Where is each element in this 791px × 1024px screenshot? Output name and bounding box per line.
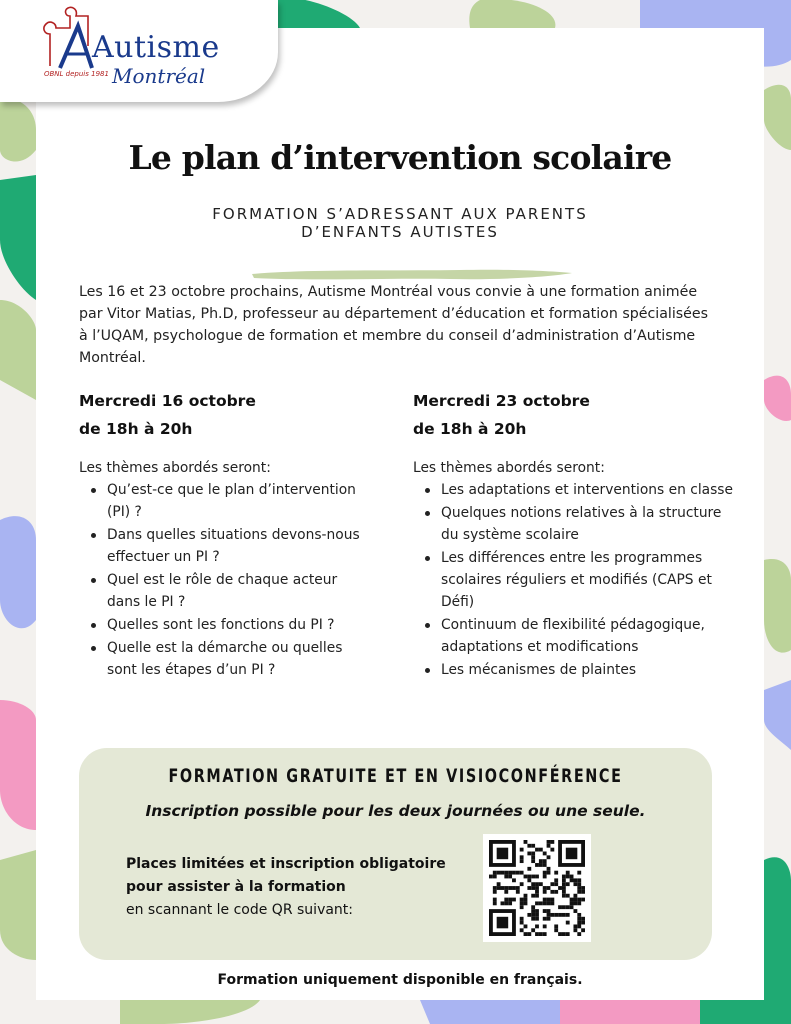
registration-subheading: Inscription possible pour les deux journées ou une seule. [145,802,646,820]
registration-heading: FORMATION GRATUITE ET EN VISIOCONFÉRENCE [168,764,623,787]
qr-code[interactable] [483,834,591,942]
registration-text-rest: en scannant le code QR suivant: [126,902,354,918]
list-item: Les différences entre les programmes scolaires réguliers et modifiés (CAPS et Défi) [413,547,733,613]
puzzle-piece-icon [40,6,100,76]
subtitle-line-1: FORMATION S’ADRESSANT AUX PARENTS [212,205,588,223]
registration-box [79,748,712,960]
list-item: Quelle est la démarche ou quelles sont les étapes d’un PI ? [79,637,379,681]
subtitle [36,205,764,241]
session-1 [79,387,379,682]
logo-name-top: Autisme [92,30,220,65]
logo-tagline: OBNL depuis 1981 [44,70,109,78]
qr-code-image [489,840,585,936]
page-title: Le plan d’intervention scolaire [128,138,672,177]
session-2-topics [413,479,733,681]
list-item: Continuum de flexibilité pédagogique, adaptations et modifications [413,614,733,658]
list-item: Quelles sont les fonctions du PI ? [79,614,379,636]
list-item: Quelques notions relatives à la structure du système scolaire [413,502,733,546]
list-item: Dans quelles situations devons-nous effectuer un PI ? [79,524,379,568]
session-1-day: Mercredi 16 octobre [79,392,256,410]
session-2-time: de 18h à 20h [413,420,527,438]
footer-note: Formation uniquement disponible en français. [217,972,583,988]
list-item: Quel est le rôle de chaque acteur dans le PI ? [79,569,379,613]
list-item: Les mécanismes de plaintes [413,659,733,681]
session-1-time: de 18h à 20h [79,420,193,438]
session-1-topics-intro: Les thèmes abordés seront: [79,460,271,476]
logo-name-bottom: Montréal [112,64,206,88]
intro-paragraph: Les 16 et 23 octobre prochains, Autisme Montréal vous convie à une formation animée par Vitor Matias, Ph.D, professeur au département d’éducation et formation spécialisées à l’UQAM, psychologue de formation et membre du conseil d’administration d’Autisme Montréal. [79,284,709,366]
logo[interactable] [0,0,278,102]
session-2 [413,387,733,682]
session-1-topics [79,479,379,681]
poster-sheet [36,28,764,1000]
session-2-topics-intro: Les thèmes abordés seront: [413,460,605,476]
registration-text-bold: Places limitées et inscription obligatoire pour assister à la formation [126,856,446,895]
session-2-day: Mercredi 23 octobre [413,392,590,410]
subtitle-line-2: D’ENFANTS AUTISTES [301,223,499,241]
list-item: Qu’est-ce que le plan d’intervention (PI) ? [79,479,379,523]
list-item: Les adaptations et interventions en classe [413,479,733,501]
registration-text [126,853,476,922]
